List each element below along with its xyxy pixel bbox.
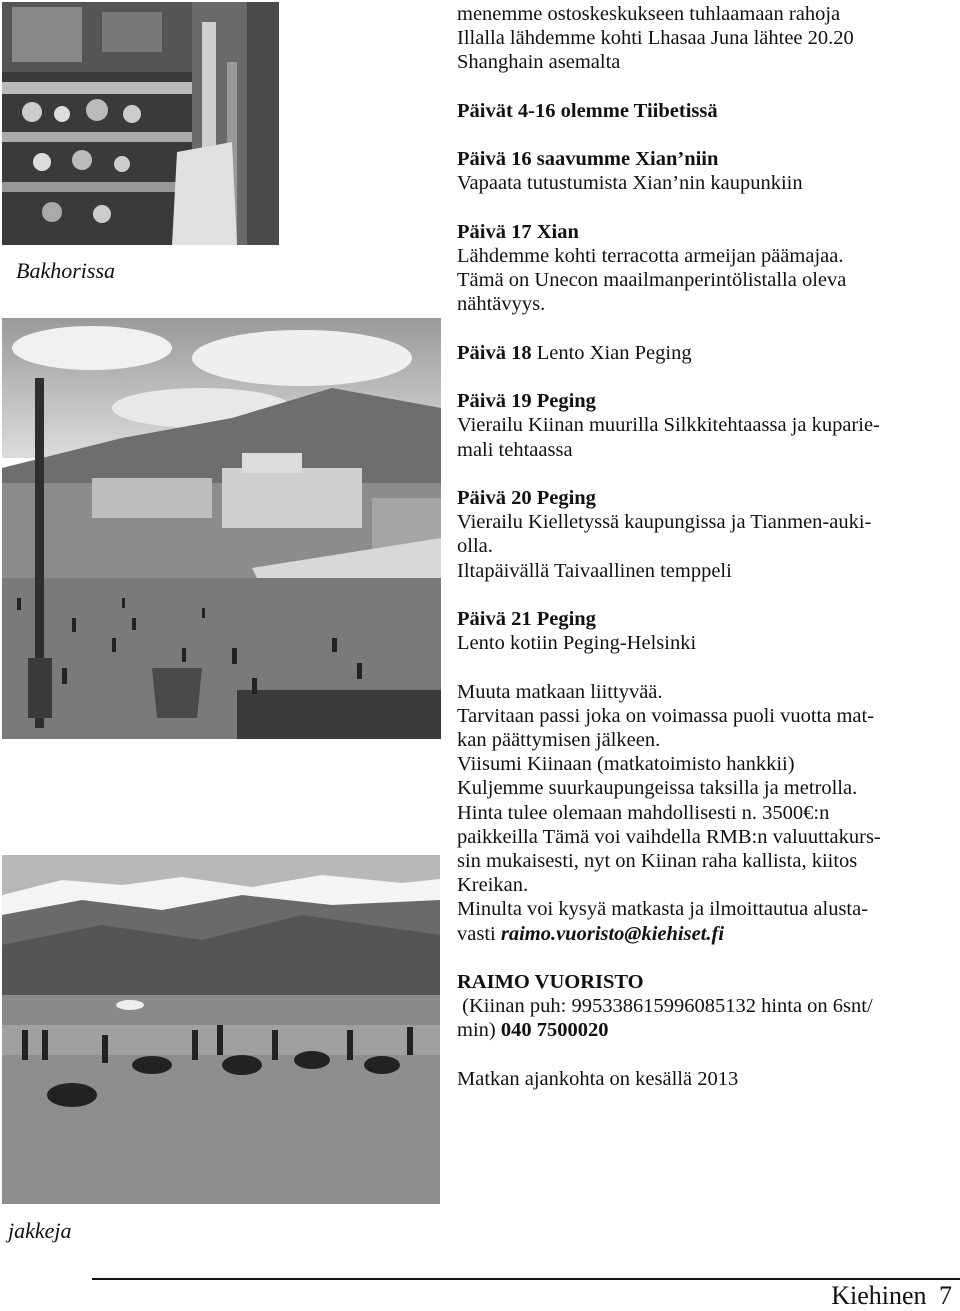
text-line: Tarvitaan passi joka on voimassa puoli vuotta mat- bbox=[457, 704, 875, 727]
day-heading: Päivä 20 Peging bbox=[457, 486, 596, 509]
day-heading: Päivä 17 Xian bbox=[457, 220, 579, 243]
day4-paragraph bbox=[457, 99, 952, 123]
text-line: menemme ostoskeskukseen tuhlaamaan rahoja bbox=[457, 3, 841, 25]
timing-paragraph bbox=[457, 1067, 952, 1091]
text-line: nähtävyys. bbox=[457, 293, 546, 316]
text-line: Shanghain asemalta bbox=[457, 51, 621, 74]
publication-name: Kiehinen bbox=[831, 1281, 927, 1310]
bazaar-photo bbox=[2, 2, 279, 245]
day-heading: Päivä 16 saavumme Xian’niin bbox=[457, 148, 719, 171]
text-line: Illalla lähdemme kohti Lhasaa Juna lähtee 20.20 bbox=[457, 27, 854, 50]
email-link[interactable]: raimo.vuoristo@kiehiset.fi bbox=[500, 922, 725, 945]
square-photo bbox=[2, 318, 441, 739]
text-line: Kuljemme suurkaupungeissa taksilla ja metrolla. bbox=[457, 777, 858, 800]
footer-rule bbox=[92, 1278, 960, 1280]
text-line: Lähdemme kohti terracotta armeijan päämajaa. bbox=[457, 244, 844, 267]
text-line: kan päättymisen jälkeen. bbox=[457, 728, 661, 751]
text-line: Minulta voi kysyä matkasta ja ilmoittautua alusta- bbox=[457, 898, 869, 921]
day19-paragraph bbox=[457, 389, 952, 462]
text-line: Iltapäivällä Taivaallinen temppeli bbox=[457, 559, 732, 582]
text-line: Lento Xian Peging bbox=[531, 341, 692, 364]
yaks-lake-photo bbox=[2, 855, 440, 1204]
text-line: paikkeilla Tämä voi vaihdella RMB:n valuuttakurs- bbox=[457, 825, 881, 848]
info-paragraph bbox=[457, 680, 952, 946]
day17-paragraph bbox=[457, 220, 952, 317]
day-heading: Päivä 18 bbox=[457, 341, 532, 364]
article-text bbox=[457, 2, 952, 1115]
page-footer bbox=[831, 1281, 952, 1311]
author-paragraph bbox=[457, 970, 952, 1043]
yaks-caption: jakkeja bbox=[8, 1218, 72, 1243]
text-line: Muuta matkaan liittyvää. bbox=[457, 680, 663, 703]
text-line: Viisumi Kiinaan (matkatoimisto hankkii) bbox=[457, 753, 795, 776]
day-heading: Päivä 21 Peging bbox=[457, 607, 596, 630]
text-line: sin mukaisesti, nyt on Kiinan raha kallista, kiitos bbox=[457, 849, 858, 872]
page-number: 7 bbox=[939, 1281, 952, 1310]
day-heading: Päivät 4-16 olemme Tiibetissä bbox=[457, 99, 718, 122]
text-line: vasti bbox=[457, 922, 501, 945]
text-line: mali tehtaassa bbox=[457, 438, 573, 461]
author-name: RAIMO VUORISTO bbox=[457, 970, 644, 993]
text-line: Vierailu Kielletyssä kaupungissa ja Tianmen-auki- bbox=[457, 511, 872, 534]
text-line: min) bbox=[457, 1019, 501, 1042]
text-line: Kreikan. bbox=[457, 874, 529, 897]
text-line: Hinta tulee olemaan mahdollisesti n. 3500€:n bbox=[457, 801, 830, 824]
text-line: Lento kotiin Peging-Helsinki bbox=[457, 632, 697, 655]
phone-number: 040 7500020 bbox=[500, 1019, 609, 1042]
text-line: Matkan ajankohta on kesällä 2013 bbox=[457, 1067, 739, 1090]
text-line: Vapaata tutustumista Xian’nin kaupunkiin bbox=[457, 172, 803, 195]
text-line: olla. bbox=[457, 535, 493, 558]
intro-paragraph bbox=[457, 2, 952, 75]
day20-paragraph bbox=[457, 486, 952, 583]
text-line: (Kiinan puh: 995338615996085132 hinta on 6snt/ bbox=[457, 995, 873, 1018]
text-line: Vierailu Kiinan muurilla Silkkitehtaassa ja kuparie- bbox=[457, 414, 880, 437]
day18-paragraph bbox=[457, 341, 952, 365]
day21-paragraph bbox=[457, 607, 952, 655]
text-line: Tämä on Unecon maailmanperintölistalla oleva bbox=[457, 269, 847, 292]
day16-paragraph bbox=[457, 147, 952, 195]
day-heading: Päivä 19 Peging bbox=[457, 390, 596, 413]
bazaar-caption: Bakhorissa bbox=[16, 258, 115, 283]
